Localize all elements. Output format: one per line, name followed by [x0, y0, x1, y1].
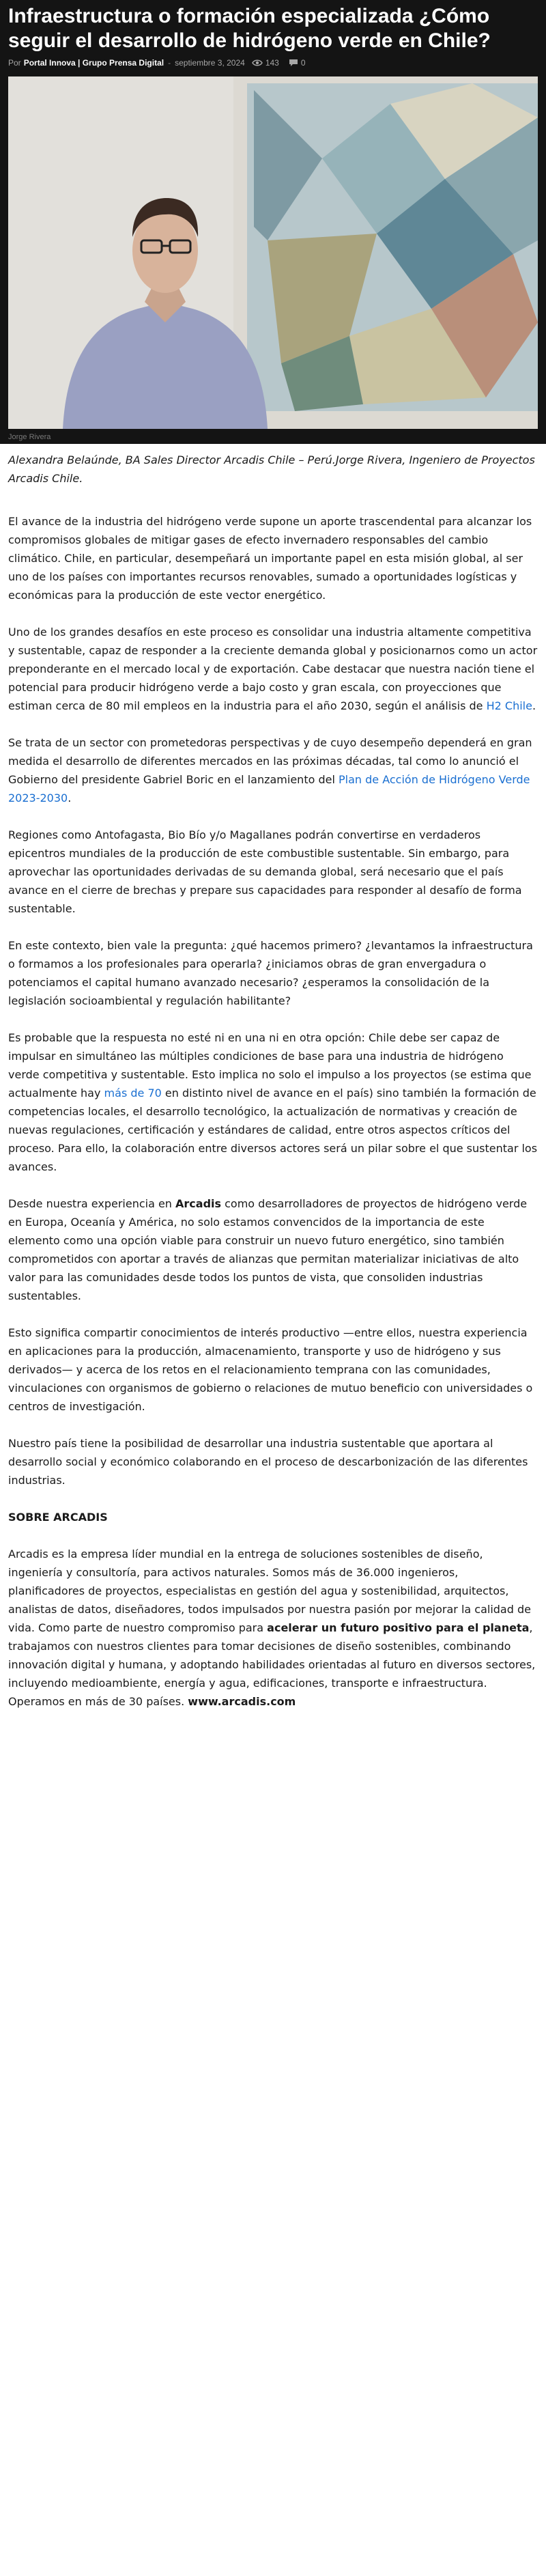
- plan-accion-link[interactable]: Plan de Acción de Hidrógeno Verde 2023-2030: [8, 773, 530, 804]
- article-featured-photo: [8, 76, 538, 429]
- paragraph-2: Uno de los grandes desafíos en este proceso es consolidar una industria altamente competitiva y sustentable, capaz de responder a la creciente demanda global y posicionarnos como un actor preponderante en el mercado local y de exportación. Cabe destacar que nuestra nación tiene el potencial para producir hidrógeno verde a bajo costo y gran escala, con proyecciones que estiman cerca de 80 mil empleos en la industria para el año 2030, según el análisis de H2 Chile.: [8, 626, 538, 712]
- bold-commitment: acelerar un futuro positivo para el planeta: [267, 1621, 530, 1634]
- paragraph-7: Desde nuestra experiencia en Arcadis como desarrolladores de proyectos de hidrógeno verde en Europa, Oceanía y América, no solo estamos convencidos de la importancia de este elemento como una opción viable para construir un nuevo futuro energético, sino también comprometidos con aportar a través de alianzas que permitan materializar iniciativas de alto valor para las comunidades desde todos los puntos de vista, que consoliden industrias sustentables.: [8, 1197, 528, 1302]
- photo-caption: Alexandra Belaúnde, BA Sales Director Arcadis Chile – Perú.Jorge Rivera, Ingeniero de Proyectos Arcadis Chile.: [8, 453, 535, 485]
- paragraph-5: En este contexto, bien vale la pregunta: ¿qué hacemos primero? ¿levantamos la infraestructura o formamos a los profesionales para operarla? ¿iniciamos obras de gran envergadura o potenciamos el capital humano avanzado necesario? ¿esperamos la consolidación de la legislación socioambiental y regulación habilitante?: [8, 939, 533, 1007]
- comments-count[interactable]: 0: [300, 58, 306, 68]
- author-link[interactable]: Portal Innova | Grupo Prensa Digital: [23, 58, 164, 68]
- about-heading: SOBRE ARCADIS: [8, 1511, 108, 1524]
- paragraph-4: Regiones como Antofagasta, Bio Bío y/o Magallanes podrán convertirse en verdaderos epicentros mundiales de la producción de este combustible sustentable. Sin embargo, para aprovechar las oportunidades derivadas de su demanda global, será necesario que el país avance en el cierre de brechas y prepare sus capacidades para responder al desafío de forma sustentable.: [8, 828, 522, 915]
- h2-chile-link[interactable]: H2 Chile: [486, 699, 532, 712]
- eye-icon: [252, 59, 263, 67]
- comment-icon[interactable]: [289, 59, 298, 67]
- article-body: [8, 451, 538, 1729]
- publish-date: septiembre 3, 2024: [175, 58, 245, 68]
- paragraph-1: El avance de la industria del hidrógeno verde supone un aporte trascendental para alcanzar los compromisos globales de mitigar gases de efecto invernadero responsables del cambio climático. Chile, en particular, desempeñará un importante papel en esta misión global, al ser uno de los países con importantes recursos renovables, sumado a oportunidades logísticas y económicas para la producción de este vector energético.: [8, 515, 532, 602]
- views-count: 143: [265, 58, 279, 68]
- paragraph-9: Nuestro país tiene la posibilidad de desarrollar una industria sustentable que aportara al desarrollo social y económico colaborando en el proceso de descarbonización de las diferentes industrias.: [8, 1437, 528, 1487]
- article-title: Infraestructura o formación especializada ¿Cómo seguir el desarrollo de hidrógeno verde en Chile?: [8, 5, 491, 52]
- paragraph-about: Arcadis es la empresa líder mundial en la entrega de soluciones sostenibles de diseño, ingeniería y consultoría, para activos naturales. Somos más de 36.000 ingenieros, planificadores de proyectos, especialistas en gestión del agua y sostenibilidad, arquitectos, analistas de datos, diseñadores, todos impulsados por nuestra pasión por mejorar la calidad de vida. Como parte de nuestro compromiso para acelerar un futuro positivo para el planeta, trabajamos con nuestros clientes para tomar decisiones de diseño sostenibles, combinando innovación digital y humana, y adoptando habilidades orientadas al futuro en diversos sectores, incluyendo medioambiente, energía y agua, edificaciones, transporte e infraestructura. Operamos en más de 30 países. www.arcadis.com: [8, 1548, 536, 1708]
- meta-separator: -: [168, 58, 171, 68]
- mas-de-70-link[interactable]: más de 70: [104, 1087, 162, 1100]
- arcadis-website[interactable]: www.arcadis.com: [188, 1695, 296, 1708]
- photo-credit: Jorge Rivera: [8, 433, 51, 441]
- paragraph-8: Esto significa compartir conocimientos de interés productivo —entre ellos, nuestra experiencia en aplicaciones para la producción, almacenamiento, transporte y uso de hidrógeno y sus derivados— y acerca de los retos en el relacionamiento temprana con las comunidades, vinculaciones con organismos de gobierno o relaciones de mutuo beneficio con universidades o centros de investigación.: [8, 1326, 533, 1413]
- article-header: [0, 0, 546, 444]
- by-label: Por: [8, 58, 21, 68]
- paragraph-6: Es probable que la respuesta no esté ni en una ni en otra opción: Chile debe ser capaz de impulsar en simultáneo las múltiples condiciones de base para una industria de hidrógeno verde competitiva y sustentable. Esto implica no solo el impulso a los proyectos (se estima que actualmente hay más de 70 en distinto nivel de avance en el país) sino también la formación de competencias locales, el desarrollo tecnológico, la actualización de normativas y creación de nuevas regulaciones, certificación y estándares de calidad, entre otros aspectos críticos del proceso. Para ello, la colaboración entre diversos actores será un pilar sobre el que sustentar los avances.: [8, 1031, 538, 1173]
- arcadis-bold: Arcadis: [175, 1197, 222, 1210]
- article-meta: [8, 56, 306, 70]
- paragraph-3: Se trata de un sector con prometedoras perspectivas y de cuyo desempeño dependerá en gran medida el desarrollo de diferentes mercados en las próximas décadas, tal como lo anunció el Gobierno del presidente Gabriel Boric en el lanzamiento del Plan de Acción de Hidrógeno Verde 2023-2030.: [8, 736, 532, 804]
